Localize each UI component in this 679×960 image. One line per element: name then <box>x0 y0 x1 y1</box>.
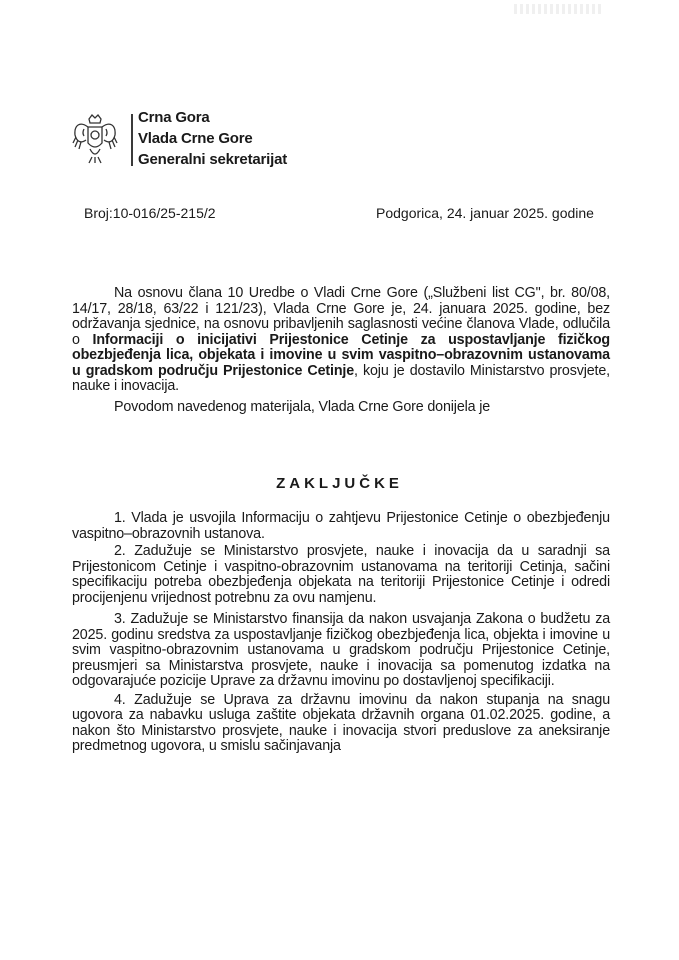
intro-text: Na osnovu člana 10 Uredbe o Vladi Crne Gore („Službeni list CG", br. 80/08, 14/17, 28/18, 63/22 i 121/23), Vlada Crne Gore je, 24. januara 2025. godine, bez održavanja sjednice, na osnovu pribavljenih saglasnosti većine članova Vlade, odlučila o <box>72 285 610 348</box>
header-government: Vlada Crne Gore <box>138 130 253 147</box>
document-title: ZAKLJUČKE <box>276 475 403 492</box>
conclusion-item: 1. Vlada je usvojila Informaciju o zahtjevu Prijestonice Cetinje o obezbjeđenju vaspitno–obrazovnih ustanova. <box>72 510 610 542</box>
scan-artifact <box>514 4 604 14</box>
intro-paragraph <box>72 286 610 395</box>
coat-of-arms-icon <box>72 113 118 165</box>
intro-subject: Informaciji o inicijativi Prijestonice Cetinje za uspostavljanje fizičkog obezbjeđenja lica, objekata i imovine u svim vaspitno–obrazovnim ustanovama u gradskom području Prijestonice Cetinje <box>72 331 611 379</box>
intro-text-end: , koju je dostavilo Ministarstvo prosvjete, nauke i inovacija. <box>72 362 610 394</box>
povodom-paragraph: Povodom navedenog materijala, Vlada Crne Gore donijela je <box>114 398 491 415</box>
conclusion-item: 3. Zadužuje se Ministarstvo finansija da nakon usvajanja Zakona o budžetu za 2025. godinu sredstva za uspostavljanje fizičkog obezbjeđenja lica, objekta i imovine u svim vaspitno-obrazovnim ustanovama u gradskom području Prijestonice Cetinje, preusmjeri sa Ministarstva prosvjete, nauke i inovacija sa pomenutog izdatka na odgovarajuće pozicije Uprave za državnu imovinu po dostavljenoj specifikaciji. <box>72 611 610 689</box>
header-secretariat: Generalni sekretarijat <box>138 151 288 168</box>
header-country: Crna Gora <box>138 109 210 126</box>
reference-number: Broj:10-016/25-215/2 <box>84 205 216 221</box>
conclusion-item: 4. Zadužuje se Uprava za državnu imovinu da nakon stupanja na snagu ugovora za nabavku usluga zaštite objekata državnih organa 01.02.2025. godine, a nakon što Ministarstvo prosvjete, nauke i inovacija stvori preduslove za aneksiranje predmetnog ugovora, u smislu sačinjavanja <box>72 691 610 754</box>
header-divider <box>131 114 133 166</box>
conclusions-list <box>72 511 610 755</box>
intro-section <box>72 286 610 415</box>
place-date: Podgorica, 24. januar 2025. godine <box>376 205 594 221</box>
conclusion-item: 2. Zadužuje se Ministarstvo prosvjete, nauke i inovacija da u saradnji sa Prijestonicom Cetinje i vaspitno-obrazovnim ustanovama na teritoriji Cetinja, sačini specifikaciju potreba obezbjeđenja objekata na teritoriji Prijestonice Cetinje i odredi procijenjenu vrijednost potrebnu za ovu namjenu. <box>72 543 610 606</box>
